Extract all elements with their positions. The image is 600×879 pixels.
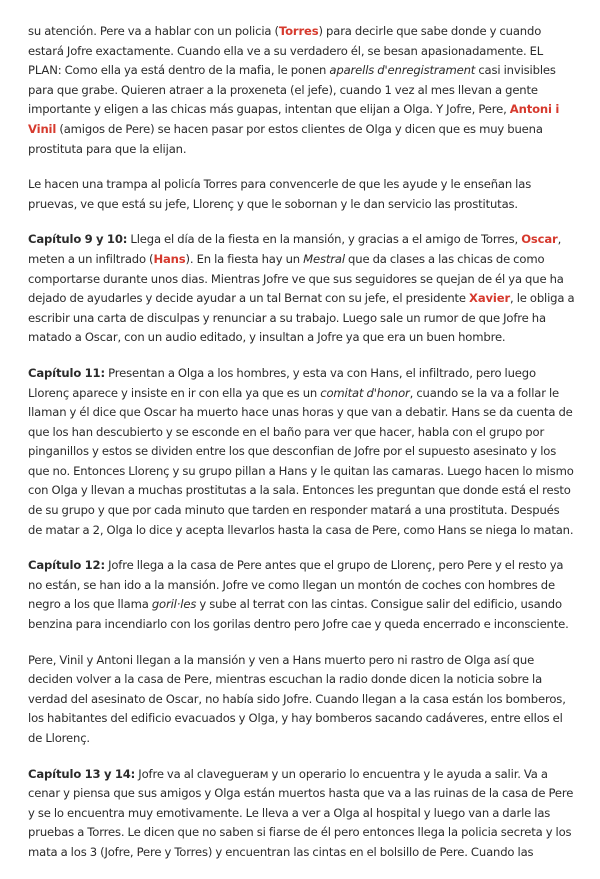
- chapter-heading: Capítulo 13 y 14:: [28, 766, 136, 781]
- paragraph: [28, 230, 576, 348]
- paragraph: [28, 22, 576, 159]
- chapter-heading: Capítulo 11:: [28, 365, 105, 380]
- italic-term: goril·les: [151, 597, 197, 612]
- paragraph: [28, 651, 576, 749]
- text-span: casi invisibles para que grabe. Quieren atraer a la proxeneta (el jefe), cuando 1 vez al mes llevan a gente importante y eligen a las chicas más guapas, intentan que elijan a Olga. Y Jofre, Pere,: [28, 63, 556, 117]
- italic-term: comitat d'honor: [320, 385, 410, 400]
- text-span: , le obliga a escribir una carta de disculpas y renunciar a su trabajo. Luego sale un rumor de que Jofre ha matado a Oscar, con un audio editado, y insultan a Jofre ya que era un buen hombre.: [28, 291, 575, 345]
- text-span: Le hacen una trampa al policía Torres para convencerle de que les ayude y le enseñan las pruevas, ve que está su jefe, Llorenç y que le sobornan y le dan servicio las prostitutas.: [28, 177, 532, 211]
- character-name-xavier: Xavier: [469, 291, 511, 306]
- document-page: [28, 22, 576, 879]
- text-span: , cuando se la va a follar le llaman y él dice que Oscar ha muerto hace unas horas y que van a debatir. Hans se da cuenta de que los han descubierto y se esconde en el baño para ver que hacer, habla con el grupo por pinganillos y estos se dividen entre los que desconfian de Jofre por el supuesto asesinato y los que no. Entonces Llorenç y su grupo pillan a Hans y le quitan las camaras. Luego hacen lo mismo con Olga y llevan a muchas prostitutas a la sala. Entonces les preguntan que donde está el resto de su grupo y que por cada minuto que tarden en responder matará a una prostituta. Después de matar a 2, Olga lo dice y acepta llevarlos hasta la casa de Pere, como Hans se niega lo matan.: [28, 385, 574, 537]
- text-span: ) para decirle que sabe donde y cuando estará Jofre exactamente. Cuando ella ve a su verdadero él, se besan apasionadamente. EL PLAN: Como ella ya está dentro de la mafia, le ponen: [28, 24, 544, 78]
- italic-term: Mestral: [303, 251, 345, 266]
- text-span: Jofre llega a la casa de Pere antes que el grupo de Llorenç, pero Pere y el resto ya no están, se han ido a la mansión. Jofre ve como llegan un montón de coches con hombres de negro a los que llama: [28, 558, 564, 612]
- text-span: Jofre va al claveguerам y un operario lo encuentra y le ayuda a salir. Va a cenar y piensa que sus amigos y Olga están muertos hasta que va a las ruinas de la casa de Pere y se lo encuentra muy emotivamente. Le lleva a ver a Olga al hospital y luego van a darle las pruebas a Torres. Le dicen que no saben si fiarse de él pero entonces llega la policia secreta y los mata a los 3 (Jofre, Pere y Torres) y encuentran las cintas en el bolsillo de Pere. Cuando las: [28, 766, 574, 859]
- character-name-antoni-vinil: Antoni i Vinil: [28, 102, 560, 136]
- character-name-hans: Hans: [153, 251, 186, 266]
- text-span: Presentan a Olga a los hombres, y esta va con Hans, el infiltrado, pero luego Llorenç aparece y insiste en ir con ella ya que es un: [28, 365, 536, 400]
- text-span: , meten a un infiltrado (: [28, 232, 562, 266]
- paragraph: [28, 364, 576, 540]
- text-span: Pere, Vinil y Antoni llegan a la mansión y ven a Hans muerto pero ni rastro de Olga así que deciden volver a la casa de Pere, mientras escuchan la radio donde dicen la noticia sobre la verdad del asesinato de Oscar, no había sido Jofre. Cuando llegan a la casa están los bomberos, los habitantes del edificio evacuados y Olga, y hay bomberos sacando cadáveres, entre ellos el de Llorenç.: [28, 652, 566, 745]
- text-span: Llega el día de la fiesta en la mansión, y gracias a el amigo de Torres,: [127, 232, 522, 247]
- text-span: (amigos de Pere) se hacen pasar por estos clientes de Olga y dicen que es muy buena prostituta para que la elijan.: [28, 121, 543, 156]
- text-span: que da clases a las chicas de como comportarse durante unos dias. Mientras Jofre ve que sus seguidores se quejan de él ya que ha dejado de ayudarles y decide ayudar a un tal Bernat con su jefe, el presidente: [28, 251, 564, 306]
- character-name-torres: Torres: [278, 24, 319, 38]
- italic-term: aparells d'enregistrament: [329, 63, 476, 78]
- text-span: ). En la fiesta hay un: [185, 251, 304, 266]
- chapter-heading: Capítulo 9 y 10:: [28, 232, 128, 247]
- text-span: y sube al terrat con las cintas. Consigue salir del edificio, usando benzina para incendiarlo con los gorilas dentro pero Jofre cae y queda encerrado e inconsciente.: [28, 597, 569, 632]
- text-span: su atención. Pere va a hablar con un policia (: [28, 24, 279, 38]
- chapter-heading: Capítulo 12:: [28, 558, 105, 573]
- paragraph: [28, 175, 576, 214]
- paragraph: [28, 556, 576, 634]
- character-name-oscar: Oscar: [521, 232, 558, 247]
